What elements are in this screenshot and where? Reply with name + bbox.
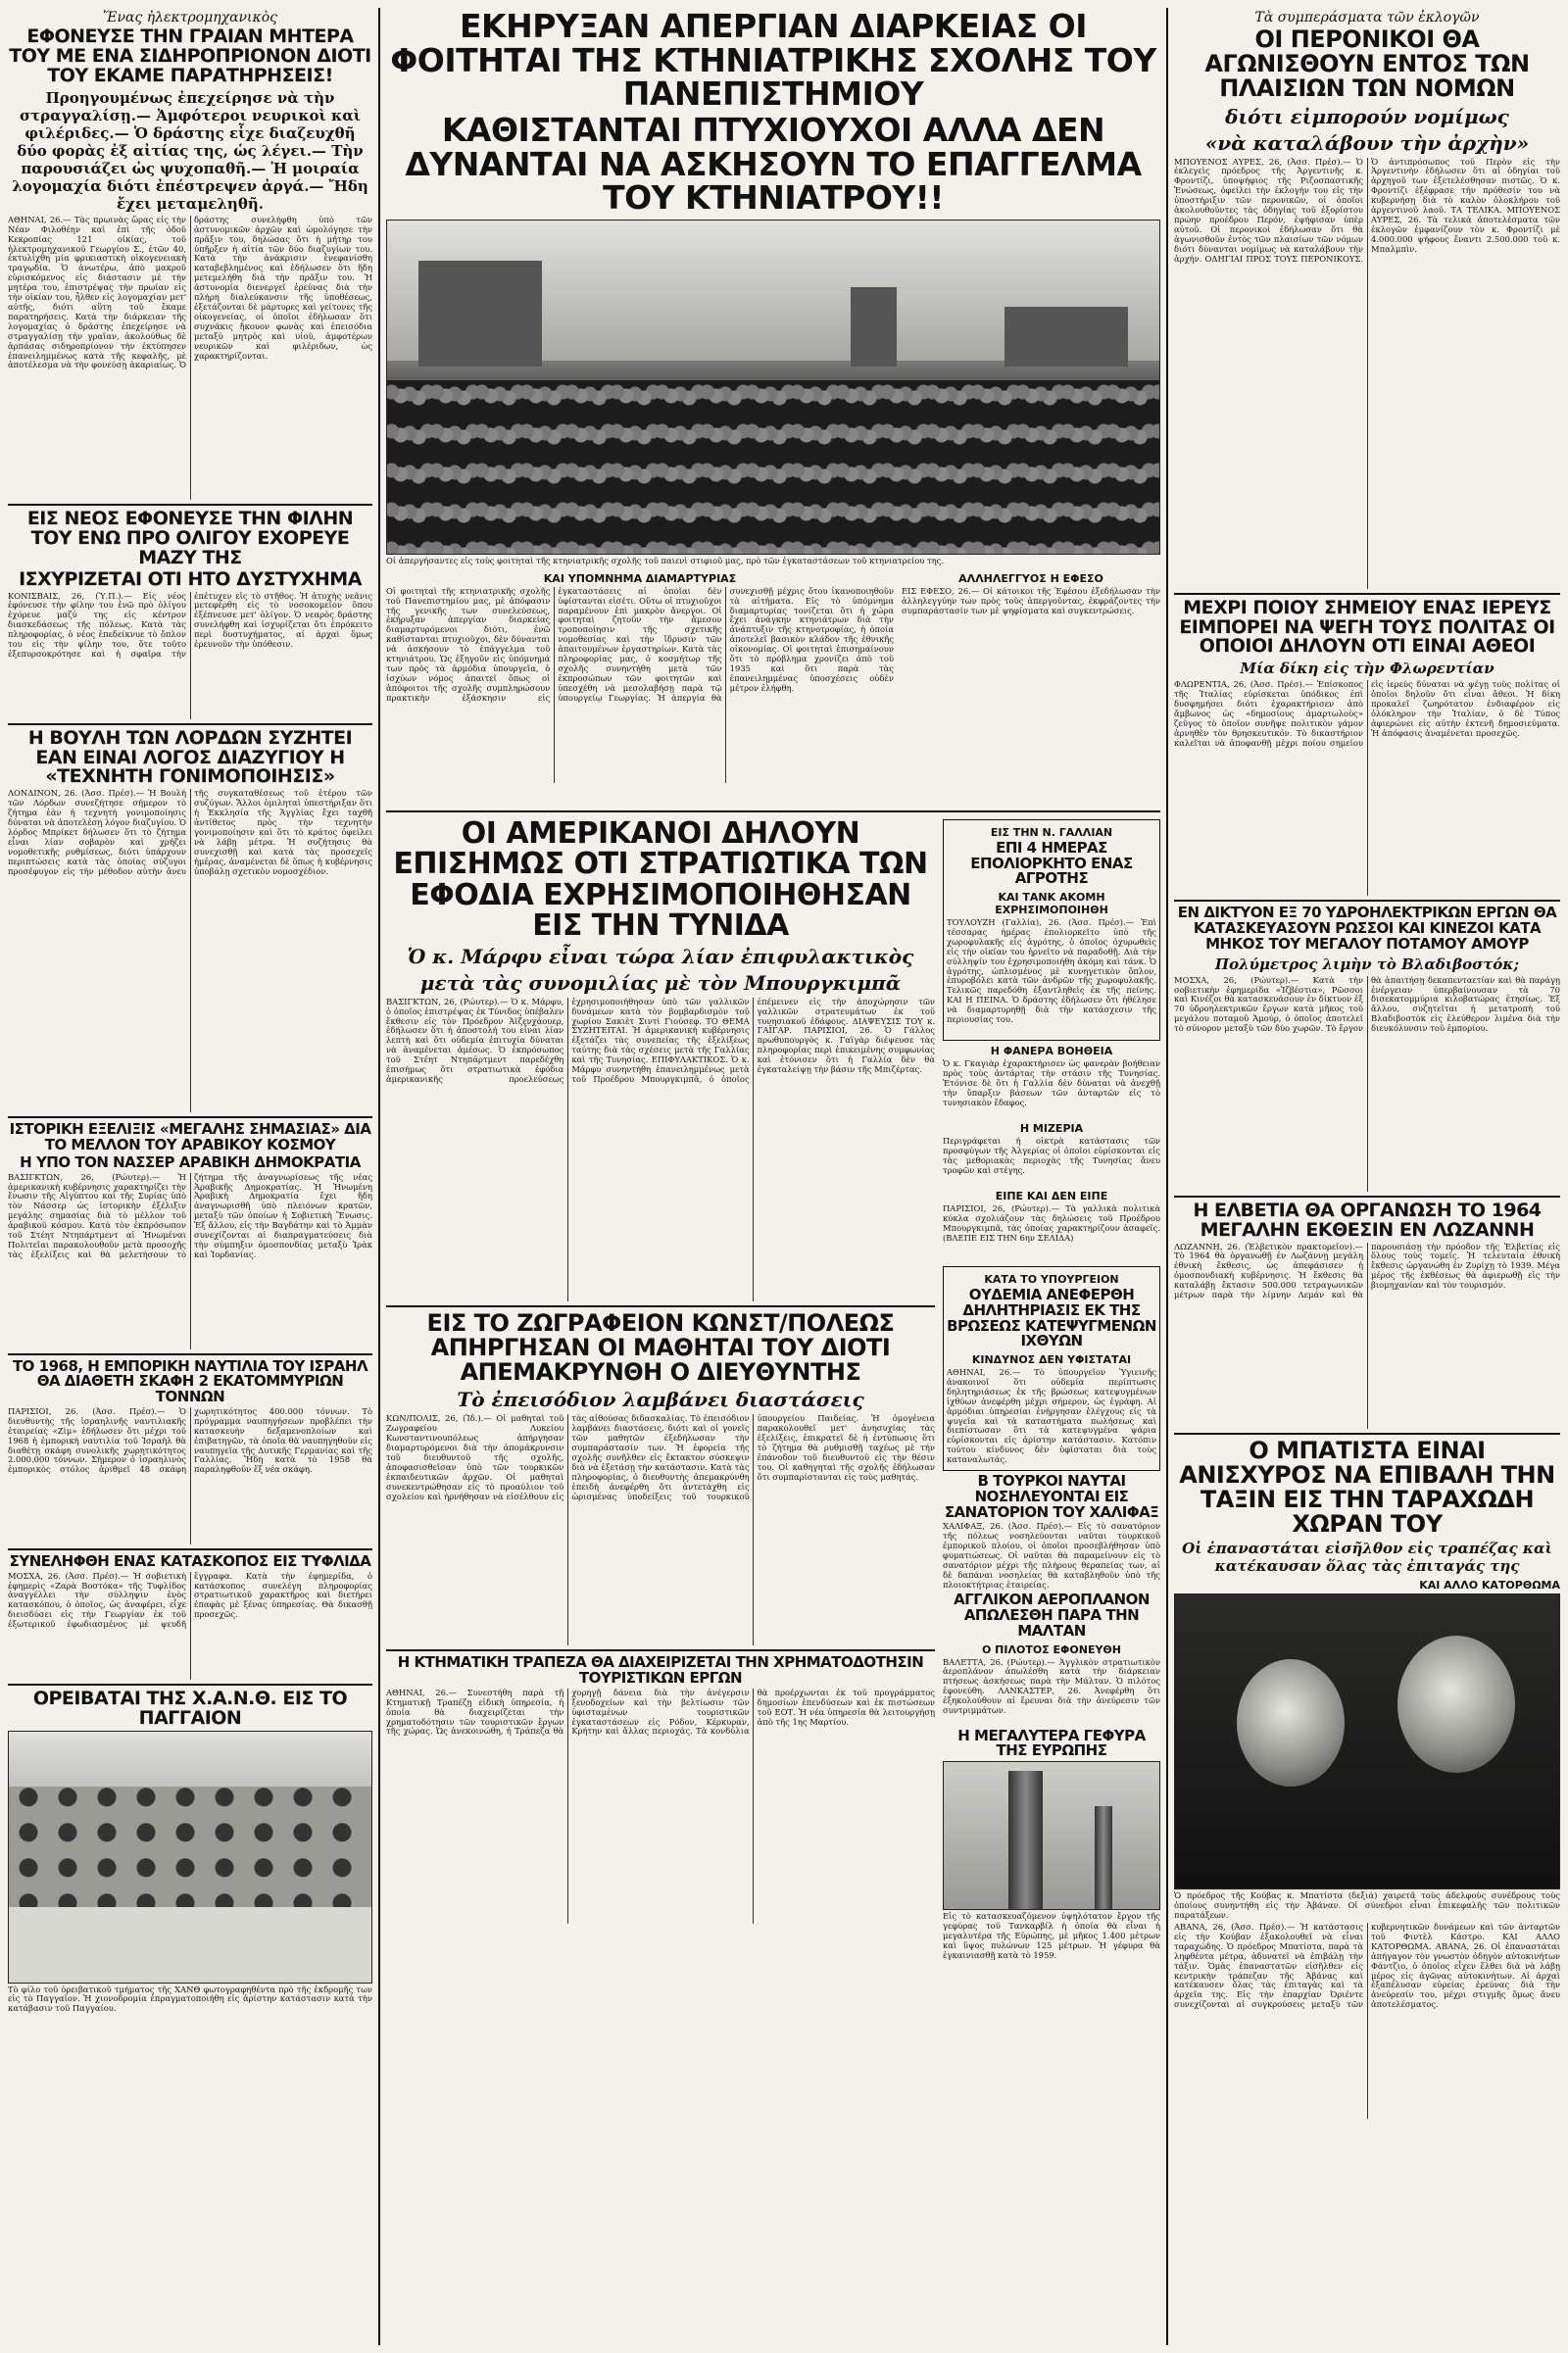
center-row-2	[386, 816, 1160, 1963]
center-a1-headline: ΕΚΗΡΥΞΑΝ ΑΠΕΡΓΙΑΝ ΔΙΑΡΚΕΙΑΣ ΟΙ ΦΟΙΤΗΤΑΙ ΤΗΣ ΚΤΗΝΙΑΤΡΙΚΗΣ ΣΧΟΛΗΣ ΤΟΥ ΠΑΝΕΠΙΣΤΗΜΙΟΥ	[390, 7, 1156, 114]
column-rule	[1166, 8, 1168, 2345]
right-a4-headline: Η ΕΛΒΕΤΙΑ ΘΑ ΟΡΓΑΝΩΣΗ ΤΟ 1964 ΜΕΓΑΛΗΝ ΕΚΘΕΣΙΝ ΕΝ ΛΩΖΑΝΝΗ	[1193, 1199, 1542, 1241]
right-a5-body: ΑΒΑΝΑ, 26, (Ἀσσ. Πρέσ).— Ἡ κατάστασις εἰς τὴν Κούβαν ἐξακολουθεῖ νὰ εἶναι ταραχώδης. Ὁ πρόεδρος Μπατίστα, παρὰ τὰ ληφθέντα μέτρα, ἀδυνατεῖ νὰ ἐπιβάλῃ τὴν τάξιν. Ὁμὰς ἐπαναστατῶν εἰσῆλθεν εἰς κεντρικὴν τράπεζαν τῆς Ἀβάνας καὶ κατέκαυσεν ὅλας τὰς ἐπιταγὰς καὶ τὰ ἀρχεῖα της. Εἰς τὴν ἐπαρχίαν Ὀριέντε συνεχίζονται αἱ συγκρούσεις μεταξὺ τῶν κυβερνητικῶν δυνάμεων καὶ τῶν ἀνταρτῶν τοῦ Φιντὲλ Κάστρο. ΚΑΙ ΑΛΛΟ ΚΑΤΟΡΘΩΜΑ. ΑΒΑΝΑ, 26. Οἱ ἐπαναστάται ἀπήγαγον τὸν γνωστὸν ὁδηγὸν αὐτοκινήτων Φάντζιο, ὁ ὁποῖος εἶχεν ἔλθει διὰ νὰ λάβῃ μέρος εἰς ἀγῶνας αὐτοκινήτων. Αἱ ἀρχαὶ ἐξαπέλυσαν εὐρείας ἐρεύνας διὰ τὴν ἀνεύρεσίν του, μέχρι στιγμῆς ὅμως ἄνευ ἀποτελέσματος.	[1174, 1922, 1560, 2010]
bridge-photo	[943, 1761, 1160, 1910]
right-a3-subhead: Πολύμετρος λιμὴν τὸ Βλαδιβοστόκ;	[1214, 955, 1520, 973]
center-a4-body: ΑΘΗΝΑΙ, 26.— Συνεστήθη παρὰ τῇ Κτηματικῇ Τραπέζῃ εἰδικὴ ὑπηρεσία, ἡ ὁποία θὰ διαχειρίζεται τὴν χρηματοδότησιν τῶν τουριστικῶν ἔργων τῆς χώρας. Ὡς ἀνεκοινώθη, ἡ Τράπεζα θὰ χορηγῇ δάνεια διὰ τὴν ἀνέγερσιν ξενοδοχείων καὶ τὴν βελτίωσιν τῶν ὑφισταμένων τουριστικῶν ἐγκαταστάσεων εἰς Ρόδον, Κέρκυραν, Κρήτην καὶ ἄλλας περιοχάς. Τὰ κονδύλια θὰ προέρχωνται ἐκ τοῦ προγράμματος δημοσίων ἐπενδύσεων καὶ ἐκ πιστώσεων τοῦ ΕΟΤ. Ἡ νέα ὑπηρεσία θὰ λειτουργήσῃ ἀπὸ τῆς 1ης Μαρτίου.	[386, 1688, 935, 1737]
left-a5-body: ΠΑΡΙΣΙΟΙ, 26. (Ἀσσ. Πρέσ).— Ὁ διευθυντὴς τῆς ἰσραηλινῆς ναυτιλιακῆς ἑταιρείας «Ζὶμ» ἐδήλωσεν ὅτι μέχρι τοῦ 1968 ἡ ἐμπορικὴ ναυτιλία τοῦ Ἰσραὴλ θὰ διαθέτῃ σκάφη συνολικῆς χωρητικότητος 2.000.000 τόννων. Σήμερον ὁ ἰσραηλινὸς ἐμπορικὸς στόλος ἀριθμεῖ 48 σκάφη χωρητικότητος 400.000 τόννων. Τὸ πρόγραμμα ναυπηγήσεων προβλέπει τὴν κατασκευὴν δεξαμενοπλοίων καὶ ἐπιβατηγῶν, τὰ ὁποῖα θὰ ναυπηγηθοῦν εἰς ναυπηγεῖα τῆς Δυτικῆς Γερμανίας καὶ τῆς Γαλλίας. Ἤδη κατὰ τὸ 1958 θὰ παραληφθοῦν ἕξ νέα σκάφη.	[8, 1406, 372, 1475]
center-a2-subhead: Ὁ κ. Μάρφυ εἶναι τώρα λίαν ἐπιφυλακτικὸς	[407, 944, 914, 968]
center-a10-body: ΑΘΗΝΑΙ, 26.— Τὸ ὑπουργεῖον Ὑγιεινῆς ἀνακοινοῖ ὅτι οὐδεμία περίπτωσις δηλητηριάσεως ἐκ τῆς βρώσεως κατεψυγμένων ἰχθύων ἀνεφέρθη μέχρι σήμερον, ὡς ἐγράφη. Αἱ ἁρμόδιαι ὑπηρεσίαι ἐνήργησαν ἐλέγχους εἰς τὰ ψυγεῖα καὶ τὰ καταστήματα πωλήσεως καὶ διεπίστωσαν ὅτι τὰ κατεψυγμένα ψάρια εὑρίσκονται εἰς ἀρίστην κατάστασιν. Κατόπιν τούτου κίνδυνος δὲν ὑφίσταται διὰ τοὺς καταναλωτάς.	[947, 1368, 1156, 1465]
divider	[1174, 593, 1560, 595]
center-a5-box	[943, 819, 1160, 1041]
left-a6-body: ΜΟΣΧΑ, 26. (Ἀσσ. Πρέσ).— Ἡ σοβιετικὴ ἐφημερὶς «Ζαρὰ Βοστόκα» τῆς Τυφλίδος ἀναγγέλλει τὴν σύλληψιν ἑνὸς κατασκόπου, ὁ ὁποῖος, ὡς ἀναφέρει, εἶχε διεισδύσει εἰς τὴν Γεωργίαν ἐκ τοῦ ἐξωτερικοῦ ἐφωδιασμένος μὲ ψευδῆ ἔγγραφα. Κατὰ τὴν ἐφημερίδα, ὁ κατάσκοπος συνελέγη πληροφορίας στρατιωτικοῦ χαρακτῆρος καὶ διετήρει ἐπαφὰς μὲ ξένας ὑπηρεσίας. Θὰ δικασθῇ προσεχῶς.	[8, 1571, 372, 1630]
left-a2-headline: ΕΙΣ ΝΕΟΣ ΕΦΟΝΕΥΣΕ ΤΗΝ ΦΙΛΗΝ ΤΟΥ ΕΝΩ ΠΡΟ ΟΛΙΓΟΥ ΕΧΟΡΕΥΕ ΜΑΖΥ ΤΗΣ	[26, 507, 354, 568]
right-a4-body: ΛΩΖΑΝΝΗ, 26. (Ἐλβετικὸν πρακτορεῖον).— Τὸ 1964 θὰ ὀργανωθῇ ἐν Λωζάννῃ μεγάλη ἐθνικὴ ἔκθεσις, ὡς ἀπεφάσισεν ἡ ὁμοσπονδιακὴ κυβέρνησις. Ἡ ἔκθεσις θὰ καταλάβῃ ἔκτασιν 500.000 τετραγωνικῶν μέτρων παρὰ τὴν λίμνην Λεμάν καὶ θὰ παρουσιάσῃ τὴν πρόοδον τῆς Ἐλβετίας εἰς ὅλους τοὺς τομεῖς. Ἡ τελευταία ἐθνικὴ ἔκθεσις ὠργανώθη ἐν Ζυρίχῃ τὸ 1939. Μέγα μέρος τῆς ἐκθέσεως θὰ ἀφιερωθῇ εἰς τὴν βιομηχανίαν καὶ τὸν τουρισμόν.	[1174, 1242, 1560, 1300]
center-a1-body: Οἱ φοιτηταὶ τῆς κτηνιατρικῆς σχολῆς τοῦ Πανεπιστημίου μας, μὲ ἀπόφασιν τῆς γενικῆς των συνελεύσεως, ἐκήρυξαν ἀπεργίαν διαρκείας διαμαρτυρόμενοι διότι, ἐνῶ καθίστανται πτυχιοῦχοι, δὲν δύνανται νὰ ἀσκήσουν τὸ ἐπάγγελμα τοῦ κτηνιάτρου. Ὡς ἐξηγοῦν εἰς ὑπόμνημά των πρὸς τὰ ἁρμόδια ὑπουργεῖα, ὁ ἰσχύων νόμος ἀπαιτεῖ ὅπως οἱ ἀπόφοιτοι τῆς σχολῆς συμπληρώσουν πρακτικὴν ἐξάσκησιν εἰς ἐγκαταστάσεις αἱ ὁποῖαι δὲν ὑφίστανται εἰσέτι. Οὕτω οἱ πτυχιοῦχοι παραμένουν ἐπὶ μακρὸν ἄνεργοι. Οἱ φοιτηταὶ ζητοῦν τὴν ἄμεσον τροποποίησιν τῆς σχετικῆς νομοθεσίας καὶ τὴν ἵδρυσιν τῶν ἀπαιτουμένων ἐργαστηρίων. Κατὰ τὰς πληροφορίας μας, ὁ κοσμήτωρ τῆς σχολῆς συνηντήθη μετὰ τῶν ἐκπροσώπων τῶν φοιτητῶν καὶ ὑπεσχέθη νὰ μεσολαβήσῃ παρὰ τῷ ὑπουργείῳ Γεωργίας. Ἡ ἀπεργία θὰ συνεχισθῇ μέχρις ὅτου ἱκανοποιηθοῦν τὰ αἰτήματα. Εἰς τὸ ὑπόμνημα διαμαρτυρίας τονίζεται ὅτι ἡ χώρα ἔχει ἀνάγκην κτηνιάτρων διὰ τὴν ἀνάπτυξιν τῆς κτηνοτροφίας, ἡ ὁποία ἀποτελεῖ βασικὸν κλάδον τῆς ἐθνικῆς οἰκονομίας. Οἱ φοιτηταὶ ἐπισημαίνουν ὅτι τὸ πρόβλημα χρονίζει ἀπὸ τοῦ 1935 καὶ ὅτι παρὰ τὰς ἐπανειλημμένας ὑποσχέσεις οὐδὲν μέτρον ἐλήφθη.	[386, 586, 894, 703]
center-row-2-right	[943, 816, 1160, 1963]
center-a2-subhead-2: μετὰ τὰς συνομιλίας μὲ τὸν Μπουργκιμπᾶ	[419, 970, 902, 995]
center-a12-headline: ΑΓΓΛΙΚΟΝ ΑΕΡΟΠΛΑΝΟΝ ΑΠΩΛΕΣΘΗ ΠΑΡΑ ΤΗΝ ΜΑΛΤΑΝ	[954, 1591, 1150, 1640]
right-a2-body: ΦΛΩΡΕΝΤΙΑ, 26, (Ἀσσ. Πρέσ).— Ἐπίσκοπος τῆς Ἰταλίας εὑρίσκεται ὑπόδικος ἐπὶ δυσφημήσει διότι ἐχαρακτήρισεν ἀπὸ ἄμβωνος ὡς «δημοσίους ἁμαρτωλοὺς» ζεῦγος τὸ ὁποῖον συνῆψε πολιτικὸν γάμον ἀρνηθὲν τὸν θρησκευτικόν. Τὸ δικαστήριον καλεῖται νὰ ἀποφανθῇ μέχρι ποίου σημείου εἷς ἱερεὺς δύναται νὰ ψέγῃ τοὺς πολίτας οἱ ὁποῖοι δηλοῦν ὅτι εἶναι ἄθεοι. Ἡ δίκη προκαλεῖ ζωηρότατον ἐνδιαφέρον εἰς ὁλόκληρον τὴν Ἰταλίαν, ὁ δὲ Τύπος ἀφιερώνει εἰς αὐτὴν ἐκτενῆ δημοσιεύματα. Ἡ ἀπόφασις ἀναμένεται προσεχῶς.	[1174, 680, 1560, 748]
center-a8-headline: ΕΙΠΕ ΚΑΙ ΔΕΝ ΕΙΠΕ	[995, 1190, 1108, 1202]
divider	[8, 504, 372, 506]
center-a10-subhead: ΚΙΝΔΥΝΟΣ ΔΕΝ ΥΦΙΣΤΑΤΑΙ	[971, 1353, 1132, 1366]
center-a7-headline: Η ΜΙΖΕΡΙΑ	[1019, 1122, 1084, 1135]
divider	[1174, 1433, 1560, 1435]
left-a4-body: ΒΑΣΙΓΚΤΩΝ, 26, (Ρώυτερ).— Ἡ ἀμερικανικὴ κυβέρνησις χαρακτηρίζει τὴν ἕνωσιν τῆς Αἰγύπτου καὶ τῆς Συρίας ὑπὸ τὸν Νάσσερ ὡς ἱστορικὴν ἐξέλιξιν μεγάλης σημασίας διὰ τὸ μέλλον τοῦ ἀραβικοῦ κόσμου. Κατὰ τὸν ἐκπρόσωπον τοῦ Στέητ Ντηπάρτμεντ αἱ Ἡνωμέναι Πολιτεῖαι παρακολουθοῦν μετὰ προσοχῆς τὰς ἐξελίξεις καὶ θὰ μελετήσουν τὸ ζήτημα τῆς ἀναγνωρίσεως τῆς νέας Ἀραβικῆς Δημοκρατίας. Ἡ Ἡνωμένη Ἀραβικὴ Δημοκρατία ἔχει ἤδη ἀναγνωρισθῆ ὑπὸ πλειόνων κρατῶν, μεταξὺ τῶν ὁποίων ἡ Σοβιετικὴ Ἕνωσις. Ἐξ ἄλλου, εἰς τὴν Βαγδάτην καὶ τὸ Ἀμμὰν συνεχίζονται αἱ διαπραγματεύσεις διὰ τὴν σύμπηξιν ὁμοσπονδίας μεταξὺ Ἰρὰκ καὶ Ἰορδανίας.	[8, 1172, 372, 1259]
center-a5-headline: ΕΙΣ ΤΗΝ Ν. ΓΑΛΛΙΑΝ	[990, 825, 1113, 839]
right-a2-headline: ΜΕΧΡΙ ΠΟΙΟΥ ΣΗΜΕΙΟΥ ΕΝΑΣ ΙΕΡΕΥΣ ΕΙΜΠΟΡΕΙ ΝΑ ΨΕΓΗ ΤΟΥΣ ΠΟΛΙΤΑΣ ΟΙ ΟΠΟΙΟΙ ΔΗΛΟΥΝ ΟΤΙ ΕΙΝΑΙ ΑΘΕΟΙ	[1179, 596, 1555, 658]
divider	[1174, 1196, 1560, 1198]
right-a2-subhead: Μία δίκη εἰς τὴν Φλωρεντίαν	[1240, 660, 1494, 678]
divider	[8, 1353, 372, 1355]
center-a1-mid: ΚΑΙ ΥΠΟΜΝΗΜΑ ΔΙΑΜΑΡΤΥΡΙΑΣ	[543, 571, 737, 585]
divider	[386, 1649, 935, 1651]
center-a5-body: ΤΟΥΛΟΥΖΗ (Γαλλία), 26. (Ἀσσ. Πρέσ).— Ἐπὶ τέσσαρας ἡμέρας ἐπολιορκεῖτο ὑπὸ τῆς χωροφυλακῆς εἷς ἀγρότης, ὁ ὁποῖος ὀχυρωθεὶς εἰς τὴν οἰκίαν του ἠρνεῖτο νὰ παραδοθῇ. Διὰ τὴν σύλληψίν του ἐχρησιμοποιήθη ἀκόμη καὶ τάνκ. Ὁ ἀγρότης, ὡπλισμένος μὲ κυνηγετικὸν ὅπλον, ἐπυροβόλει κατὰ τῶν ἀνδρῶν τῆς χωροφυλακῆς. Τελικῶς παρεδόθη ἐξαντληθεὶς ἐκ τῆς πείνης. ΚΑΙ Η ΠΕΙΝΑ. Ὁ δράστης ἐδήλωσεν ὅτι ἠθέλησε νὰ διαμαρτυρηθῇ διὰ τὴν κατάσχεσιν τῆς περιουσίας του.	[947, 918, 1156, 1025]
center-a6-body: Ὁ κ. Γκαγιὰρ ἐχαρακτήρισεν ὡς φανερὰν βοήθειαν πρὸς τοὺς ἀντάρτας τὴν στάσιν τῆς Τυνησίας. Ἐτόνισε δὲ ὅτι ἡ Γαλλία δὲν δύναται νὰ ἀνεχθῇ τὴν ὕπαρξιν βάσεων τῶν ἀνταρτῶν εἰς τὸ τυνησιακὸν ἔδαφος.	[943, 1059, 1160, 1107]
center-row-2-left	[386, 816, 935, 1963]
center-a6-headline: Η ΦΑΝΕΡΑ ΒΟΗΘΕΙΑ	[990, 1045, 1113, 1057]
center-a3-subhead: Τὸ ἐπεισόδιον λαμβάνει διαστάσεις	[457, 1388, 864, 1412]
center-a8-body: ΠΑΡΙΣΙΟΙ, 26, (Ρώυτερ).— Τὰ γαλλικὰ πολιτικὰ κύκλα σχολιάζουν τὰς δηλώσεις τοῦ Προέδρου Μπουργκιμπᾶ, τὰς ὁποίας χαρακτηρίζουν ἀσαφεῖς. (ΒΛΕΠΕ ΕΙΣ ΤΗΝ 6ην ΣΕΛΙΔΑ)	[943, 1204, 1160, 1243]
left-a4-headline: ΙΣΤΟΡΙΚΗ ΕΞΕΛΙΞΙΣ «ΜΕΓΑΛΗΣ ΣΗΜΑΣΙΑΣ» ΔΙΑ ΤΟ ΜΕΛΛΟΝ ΤΟΥ ΑΡΑΒΙΚΟΥ ΚΟΣΜΟΥ	[9, 1120, 371, 1154]
right-a5-subhead: Οἱ ἐπαναστάται εἰσῆλθον εἰς τραπέζας καὶ κατέκαυσαν ὅλας τὰς ἐπιταγάς της	[1182, 1540, 1552, 1576]
left-a1-kicker: Ἕνας ἠλεκτρομηχανικὸς	[103, 10, 277, 25]
left-a2-subhead: ΙΣΧΥΡΙΖΕΤΑΙ ΟΤΙ ΗΤΟ ΔΥΣΤΥΧΗΜΑ	[19, 567, 362, 590]
center-a9-body: ΕΙΣ ΕΦΕΣΟ, 26.— Οἱ κάτοικοι τῆς Ἐφέσου ἐξεδήλωσαν τὴν ἀλληλεγγύην των πρὸς τοὺς ἀπεργοῦντας, ἐκφράζοντες τὴν συμπαράστασίν των μὲ ψηφίσματα καὶ συγκεντρώσεις.	[902, 586, 1160, 615]
left-a5-headline: ΤΟ 1968, Η ΕΜΠΟΡΙΚΗ ΝΑΥΤΙΛΙΑ ΤΟΥ ΙΣΡΑΗΛ ΘΑ ΔΙΑΘΕΤΗ ΣΚΑΦΗ 2 ΕΚΑΤΟΜΜΥΡΙΩΝ ΤΟΝΝΩΝ	[12, 1356, 368, 1406]
right-column	[1174, 8, 1560, 2121]
right-a5-mini: ΚΑΙ ΑΛΛΟ ΚΑΤΟΡΘΩΜΑ	[1419, 1579, 1560, 1593]
center-a2-headline: ΟΙ ΑΜΕΡΙΚΑΝΟΙ ΔΗΛΟΥΝ ΕΠΙΣΗΜΩΣ ΟΤΙ ΣΤΡΑΤΙΩΤΙΚΑ ΤΩΝ ΕΦΟΔΙΑ ΕΧΡΗΣΙΜΟΠΟΙΗΘΗΣΑΝ ΕΙΣ ΤΗΝ ΤΥΝΙΔΑ	[393, 815, 928, 944]
center-a5-subhead: ΕΠΙ 4 ΗΜΕΡΑΣ ΕΠΟΛΙΟΡΚΗΤΟ ΕΝΑΣ ΑΓΡΟΤΗΣ	[970, 838, 1133, 888]
right-a3-body: ΜΟΣΧΑ, 26, (Ρώυτερ).— Κατὰ τὴν σοβιετικὴν ἐφημερίδα «Ἰζβέστια», Ρῶσσοι καὶ Κινέζοι θὰ κατασκευάσουν ἐν δίκτυον ἐξ 70 ὑδροηλεκτρικῶν ἔργων κατὰ μῆκος τοῦ μεγάλου ποταμοῦ Ἀμούρ, ὁ ὁποῖος ἀποτελεῖ τὸ σύνορον μεταξὺ τῶν δύο χωρῶν. Τὸ ἔργον θὰ ἀπαιτήσῃ δεκαπενταετίαν καὶ θὰ παράγῃ ἐνέργειαν ὑπερβαίνουσαν τὰ 70 δισεκατομμύρια κιλοβατώρας ἐτησίως. Ἐξ ἄλλου, συζητεῖται ἡ μετατροπὴ τοῦ Βλαδιβοστὸκ εἰς ἐλεύθερον λιμένα διὰ τὴν διευκόλυνσιν τοῦ ἐμπορίου.	[1174, 975, 1560, 1034]
mountaineers-photo	[8, 1731, 372, 1984]
center-a11-headline: Β ΤΟΥΡΚΟΙ ΝΑΥΤΑΙ ΝΟΣΗΛΕΥΟΝΤΑΙ ΕΙΣ ΣΑΝΑΤΟΡΙΟΝ ΤΟΥ ΧΑΛΙΦΑΞ	[944, 1472, 1159, 1521]
left-a4-subhead: Η ΥΠΟ ΤΟΝ ΝΑΣΣΕΡ ΑΡΑΒΙΚΗ ΔΗΜΟΚΡΑΤΙΑ	[20, 1152, 361, 1171]
right-a1-body: ΜΠΟΥΕΝΟΣ ΑΥΡΕΣ, 26, (Ἀσσ. Πρέσ).— Ὁ ἐκλεγεὶς πρόεδρος τῆς Ἀργεντινῆς κ. Φροντίζι, ὑποψήφιος τῆς Ριζοσπαστικῆς Ἑνώσεως, ὀφείλει τὴν ἐκλογήν του εἰς τὴν ὑποστήριξιν τῶν περονικῶν, οἱ ὁποῖοι ἀκολουθοῦντες τὰς ὁδηγίας τοῦ ἐξορίστου πρώην προέδρου Περόν, ἐψήφισαν ὑπὲρ αὐτοῦ. Οἱ περονικοὶ ἐδήλωσαν ὅτι θὰ ἀγωνισθοῦν ἐντὸς τῶν πλαισίων τῶν νόμων διότι δύνανται νομίμως νὰ καταλάβουν τὴν ἀρχήν. ΟΔΗΓΙΑΙ ΠΡΟΣ ΤΟΥΣ ΠΕΡΟΝΙΚΟΥΣ. Ὁ ἀντιπρόσωπος τοῦ Περὸν εἰς τὴν Ἀργεντινὴν ἐδήλωσεν ὅτι αἱ ὁδηγίαι τοῦ ἀρχηγοῦ των ἐξετελέσθησαν πιστῶς. Ὁ κ. Φροντίζι ἐξέφρασε τὴν πρόθεσίν του νὰ κυβερνήσῃ διὰ τὸ καλὸν ὁλοκλήρου τοῦ ἀργεντινοῦ λαοῦ. ΤΑ ΤΕΛΙΚΑ. ΜΠΟΥΕΝΟΣ ΑΥΡΕΣ, 26. Τὰ τελικὰ ἀποτελέσματα τῶν ἐκλογῶν ἐμφανίζουν τὸν κ. Φροντίζι μὲ 4.000.000 ψήφους ἔναντι 2.500.000 τοῦ κ. Μπαλμπὶν.	[1174, 157, 1560, 264]
center-a9-headline: ΑΛΛΗΛΕΓΓΥΟΣ Η ΕΦΕΣΟ	[958, 571, 1103, 585]
center-a13-headline: Η ΜΕΓΑΛΥΤΕΡΑ ΓΕΦΥΡΑ ΤΗΣ ΕΥΡΩΠΗΣ	[957, 1726, 1146, 1760]
center-a10-headline: ΟΥΔΕΜΙΑ ΑΝΕΦΕΡΘΗ ΔΗΛΗΤΗΡΙΑΣΙΣ ΕΚ ΤΗΣ ΒΡΩΣΕΩΣ ΚΑΤΕΨΥΓΜΕΝΩΝ ΙΧΘΥΩΝ	[947, 1286, 1156, 1350]
right-a1-subhead: διότι εἰμπορούν νομίμως	[1225, 104, 1509, 128]
right-a1-headline: ΟΙ ΠΕΡΟΝΙΚΟΙ ΘΑ ΑΓΩΝΙΣΘΟΥΝ ΕΝΤΟΣ ΤΩΝ ΠΛΑΙΣΙΩΝ ΤΩΝ ΝΟΜΩΝ	[1204, 25, 1530, 103]
center-column	[386, 8, 1160, 1963]
center-a4-headline: Η ΚΤΗΜΑΤΙΚΗ ΤΡΑΠΕΖΑ ΘΑ ΔΙΑΧΕΙΡΙΖΕΤΑΙ ΤΗΝ ΧΡΗΜΑΤΟΔΟΤΗΣΙΝ ΤΟΥΡΙΣΤΙΚΩΝ ΕΡΓΩΝ	[397, 1653, 924, 1688]
left-a1-headline: ΕΦΟΝΕΥΣΕ ΤΗΝ ΓΡΑΙΑΝ ΜΗΤΕΡΑ ΤΟΥ ΜΕ ΕΝΑ ΣΙΔΗΡΟΠΡΙΟΝΟΝ ΔΙΟΤΙ ΤΟΥ ΕΚΑΜΕ ΠΑΡΑΤΗΡΗΣΕΙΣ!	[9, 25, 371, 86]
center-a10-box	[943, 1266, 1160, 1471]
divider	[386, 1305, 935, 1307]
center-row-1-right	[902, 568, 1160, 807]
divider	[8, 723, 372, 725]
left-a2-body: ΚΟΝΙΣΒΑΙΣ, 26, (Ὑ.Π.).— Εἷς νέος ἐφόνευσε τὴν φίλην του ἐνῶ πρὸ ὀλίγου ἐχόρευε μαζύ της εἰς κέντρον διασκεδάσεως τῆς πόλεως. Κατὰ τὰς πληροφορίας, ὁ νέος ἐπεδείκνυε τὸ ὅπλον του εἰς τὴν φίλην του, ὅτε τοῦτο ἐξεπυρσοκρότησε καὶ ἡ σφαῖρα τὴν ἐπέτυχεν εἰς τὸ στῆθος. Ἡ ἀτυχὴς νεᾶνις μετεφέρθη εἰς τὸ νοσοκομεῖον ὅπου ἐξέπνευσε μετ' ὀλίγον. Ὁ νεαρὸς δράστης συνελήφθη καὶ ἰσχυρίζεται ὅτι ἐπρόκειτο περὶ δυστυχήματος, αἱ ἀρχαὶ ὅμως ἐρευνοῦν τὴν ὑπόθεσιν.	[8, 591, 372, 659]
right-a5-headline: Ο ΜΠΑΤΙΣΤΑ ΕΙΝΑΙ ΑΝΙΣΧΥΡΟΣ ΝΑ ΕΠΙΒΑΛΗ ΤΗΝ ΤΑΞΙΝ ΕΙΣ ΤΗΝ ΤΑΡΑΧΩΔΗ ΧΩΡΑΝ ΤΟΥ	[1179, 1436, 1555, 1539]
center-a3-headline: ΕΙΣ ΤΟ ΖΩΓΡΑΦΕΙΟΝ ΚΩΝΣΤ/ΠΟΛΕΩΣ ΑΠΗΡΓΗΣΑΝ ΟΙ ΜΑΘΗΤΑΙ ΤΟΥ ΔΙΟΤΙ ΑΠΕΜΑΚΡΥΝΘΗ Ο ΔΙΕΥΘΥΝΤΗΣ	[426, 1308, 895, 1387]
center-a5-subhead-2: ΚΑΙ ΤΑΝΚ ΑΚΟΜΗ ΕΧΡΗΣΙΜΟΠΟΙΗΘΗ	[995, 891, 1108, 916]
column-rule	[378, 8, 380, 2345]
left-a1-deck: Προηγουμένως ἐπεχείρησε νὰ τὴν στραγγαλίσῃ.— Ἀμφότεροι νευρικοὶ καὶ φιλέριδες.— Ὁ δράστης εἶχε διαζευχθῆ δύο φορὰς ἐξ αἰτίας της, ὡς λέγει.— Τὴν παρουσιάζει ὡς ψυχοπαθῆ.— Ἡ μοιραία λογομαχία διότι ἐπέστρεψεν ἀργά.— Ἤδη ἔχει μεταμεληθῆ.	[12, 88, 368, 213]
right-a1-subhead-2: «νὰ καταλάβουν τὴν ἀρχὴν»	[1204, 130, 1530, 155]
center-a12-subhead: Ο ΠΙΛΟΤΟΣ ΕΦΟΝΕΥΘΗ	[981, 1642, 1121, 1656]
left-a1-body: ΑΘΗΝΑΙ, 26.— Τὰς πρωινὰς ὥρας εἰς τὴν Νέαν Φιλοθέην καὶ ἐπὶ τῆς ὁδοῦ Κεκροπίας 121 οἰκίας, τοῦ ἠλεκτρομηχανικοῦ Γεωργίου Σ., ἐτῶν 40, ἐκτυλίχθη μία φρικιαστικὴ οἰκογενειακὴ τραγῳδία. Ὁ ἀνωτέρω, ἀπὸ μακροῦ εὑρισκόμενος εἰς διάστασιν μὲ τὴν μητέρα του, ἐπιστρέψας τὴν πρωίαν εἰς τὴν οἰκίαν του, ἦλθεν εἰς λογομαχίαν μετ' αὐτῆς, διότι αὕτη τοῦ ἔκαμε παρατηρήσεις. Κατὰ τὴν διάρκειαν τῆς λογομαχίας ὁ δράστης ἐπεχείρησε νὰ στραγγαλίσῃ τὴν γραῖαν, ἀκολούθως δὲ ἁρπάσας σιδηροπρίονον τὴν ἐκτύπησεν ἐπανειλημμένως κατὰ τῆς κεφαλῆς, μὲ ἀποτέλεσμα νὰ τὴν φονεύσῃ ἀκαριαίως. Ὁ δράστης συνελήφθη ὑπὸ τῶν ἀστυνομικῶν ἀρχῶν καὶ ὡμολόγησε τὴν πρᾶξιν του, δηλώσας ὅτι ἡ μήτηρ του ὑπῆρξεν ἡ αἰτία τῶν δύο διαζυγίων του. Κατὰ τὴν ἀνάκρισιν ἐνεφανίσθη καταβεβλημένος καὶ ἐδήλωσεν ὅτι ἤδη μετεμελήθη διὰ τὴν πρᾶξιν του. Ἡ ἀστυνομία διενεργεῖ ἐρεύνας διὰ τὴν πλήρη διαλεύκανσιν τῆς ὑποθέσεως, ἐξετάζονται δὲ μάρτυρες καὶ γείτονες τῆς οἰκογενείας, οἱ ὁποῖοι ἐδήλωσαν ὅτι συχνάκις ἤκουον φωνὰς καὶ ἐπεισόδια μεταξὺ μητρὸς καὶ υἱοῦ, ἀμφοτέρων νευρικῶν καὶ φιλέριδων, ὡς χαρακτηρίζονται.	[8, 215, 372, 370]
center-a12-body: ΒΑΛΕΤΤΑ, 26. (Ρώυτερ).— Ἀγγλικὸν στρατιωτικὸν ἀεροπλάνον ἀπωλέσθη κατὰ τὴν διάρκειαν πτήσεως ἀσκήσεως παρὰ τὴν Μάλταν. Ὁ πιλότος ἐφονεύθη. ΛΑΝΚΑΣΤΕΡ, 26. Ἀνεφέρθη ὅτι ἐξηκολούθουν αἱ ἔρευναι διὰ τὴν ἀνεύρεσιν τῶν συντριμμάτων.	[943, 1657, 1160, 1716]
divider	[8, 1684, 372, 1686]
center-a1-caption: Οἱ ἀπεργήσαντες εἰς τοὺς φοιτηταὶ τῆς κτηνιατρικῆς σχολῆς τοῦ παιενὶ στιφιοῦ μας, πρὸ τῶν ἐγκαταστάσεων τοῦ κτηνιατρείου της.	[386, 555, 945, 565]
left-column	[8, 8, 372, 2016]
students-photo	[386, 220, 1160, 555]
batista-photo	[1174, 1593, 1560, 1889]
center-a11-body: ΧΑΛΙΦΑΞ, 26. (Ἀσσ. Πρέσ).— Εἰς τὸ σανατόριον τῆς πόλεως νοσηλεύονται ναῦται τουρκικοῦ ἐμπορικοῦ πλοίου, οἱ ὁποῖοι προσεβλήθησαν ὑπὸ φυματιώσεως. Οἱ ναῦται θὰ παραμείνουν εἰς τὸ σανατόριον μέχρι τῆς πλήρους θεραπείας των, αἱ δὲ δαπάναι νοσηλείας θὰ καταβληθοῦν ὑπὸ τῆς πλοιοκτήτριας ἑταιρείας.	[943, 1522, 1160, 1590]
divider	[8, 1116, 372, 1118]
left-a7-headline: ΟΡΕΙΒΑΤΑΙ ΤΗΣ Χ.Α.Ν.Θ. ΕΙΣ ΤΟ ΠΑΓΓΑΙΟΝ	[32, 1687, 348, 1729]
right-a3-headline: ΕΝ ΔΙΚΤΥΟΝ ΕΞ 70 ΥΔΡΟΗΛΕΚΤΡΙΚΩΝ ΕΡΓΩΝ ΘΑ ΚΑΤΑΣΚΕΥΑΣΟΥΝ ΡΩΣΣΟΙ ΚΑΙ ΚΙΝΕΖΟΙ ΚΑΤΑ ΜΗΚΟΣ ΤΟΥ ΜΕΓΑΛΟΥ ΠΟΤΑΜΟΥ ΑΜΟΥΡ	[1177, 904, 1557, 953]
right-a5-caption: Ὁ πρόεδρος τῆς Κούβας κ. Μπατίστα (δεξιά) χαιρετᾶ τοὺς ἀδελφοὺς συνέδρους τοὺς ὁποίους συνηντήθη εἰς τὴν Ἀβάναν. Οἱ σύνεδροι εἶναι ἐπικεφαλῆς τῶν πολιτικῶν παρατάξεων.	[1174, 1890, 1560, 1921]
center-a1-subhead: ΚΑΘΙΣΤΑΝΤΑΙ ΠΤΥΧΙΟΥΧΟΙ ΑΛΛΑ ΔΕΝ ΔΥΝΑΝΤΑΙ ΝΑ ΑΣΚΗΣΟΥΝ ΤΟ ΕΠΑΓΓΕΛΜΑ ΤΟΥ ΚΤΗΝΙΑΤΡΟΥ!!	[405, 110, 1142, 218]
left-a3-headline: Η ΒΟΥΛΗ ΤΩΝ ΛΟΡΔΩΝ ΣΥΖΗΤΕΙ ΕΑΝ ΕΙΝΑΙ ΛΟΓΟΣ ΔΙΑΖΥΓΙΟΥ Η «ΤΕΧΝΗΤΗ ΓΟΝΙΜΟΠΟΙΗΣΙΣ»	[27, 726, 353, 788]
center-a2-body: ΒΑΣΙΓΚΤΩΝ, 26, (Ρώυτερ).— Ὁ κ. Μάρφυ, ὁ ὁποῖος ἐπιστρέψας ἐκ Τύνιδος ὑπέβαλεν ἔκθεσιν εἰς τὸν Πρόεδρον Ἀϊζενχάουερ, ἐδήλωσεν ὅτι ἡ ἀποστολή του εἶναι λίαν λεπτὴ καὶ ὅτι οὐδεμία ἐπιτυχία δύναται νὰ ἀναμένεται ἀμέσως. Ὁ ἐκπρόσωπος τοῦ Στέητ Ντηπάρτμεντ παρεδέχθη ἐπισήμως ὅτι στρατιωτικὰ ἐφόδια ἀμερικανικῆς προελεύσεως ἐχρησιμοποιήθησαν ὑπὸ τῶν γαλλικῶν δυνάμεων κατὰ τὸν βομβαρδισμὸν τοῦ χωρίου Σακιὲτ Σιντὶ Γιούσεφ. ΤΟ ΘΕΜΑ ΣΥΖΗΤΕΙΤΑΙ. Ἡ ἀμερικανικὴ κυβέρνησις ἐξετάζει τὰς συνεπείας τῆς ἐξελίξεως ταύτης διὰ τὰς σχέσεις μετὰ τῆς Γαλλίας καὶ τῆς Τυνησίας. ΕΠΙΦΥΛΑΚΤΙΚΟΣ. Ὁ κ. Μάρφυ συνηντήθη ἐπανειλημμένως μετὰ τοῦ Προέδρου Μπουργκιμπᾶ, ὁ ὁποῖος ἐπέμεινεν εἰς τὴν ἀποχώρησιν τῶν γαλλικῶν στρατευμάτων ἐκ τοῦ τυνησιακοῦ ἐδάφους. ΔΙΑΨΕΥΣΙΣ ΤΟΥ κ. ΓΑΪΓΑΡ. ΠΑΡΙΣΙΟΙ, 26. Ὁ Γάλλος πρωθυπουργὸς κ. Γαϊγὰρ διέψευσε τὰς πληροφορίας περὶ ἐπικειμένης συμφωνίας καὶ ἐτόνισεν ὅτι ἡ Γαλλία δὲν θὰ ἐγκαταλείψῃ τὴν βάσιν τῆς Μπιζέρτας.	[386, 997, 935, 1084]
center-a13-caption: Εἰς τὸ κατασκευαζόμενον ὑψηλότατον ἔργον τῆς γεφύρας τοῦ Τανκαρβίλ ἡ ὁποία θὰ εἶναι ἡ μεγαλυτέρα τῆς Εὐρώπης, μὲ μῆκος 1.400 μέτρων καὶ ὕψος πυλώνων 125 μέτρων. Ἡ γέφυρα θὰ ἐγκαινιασθῇ κατὰ τὸ 1959.	[943, 1911, 1160, 1960]
left-a6-headline: ΣΥΝΕΛΗΦΘΗ ΕΝΑΣ ΚΑΤΑΣΚΟΠΟΣ ΕΙΣ ΤΥΦΛΙΔΑ	[9, 1551, 371, 1570]
divider	[1174, 900, 1560, 902]
right-a1-kicker: Τὰ συμπεράσματα τῶν ἐκλογῶν	[1254, 10, 1480, 25]
divider	[8, 1548, 372, 1550]
center-a10-kicker: ΚΑΤΑ ΤΟ ΥΠΟΥΡΓΕΙΟΝ	[984, 1273, 1119, 1286]
left-a7-caption: Τὸ φίλο τοῦ ὀρειβατικοῦ τμήματος τῆς ΧΑΝΘ φωτογραφηθέντα πρὸ τῆς ἐκδρομῆς των εἰς τὸ Παγγαῖον. Ἡ χιονοδρομία ἐπραγματοποιήθη εἰς ἀρίστην κατάστασιν κατὰ τὴν κατάβασιν τοῦ Παγγαίου.	[8, 1984, 372, 2014]
center-a3-body: ΚΩΝ/ΠΟΛΙΣ, 26, (Ἰδ.).— Οἱ μαθηταὶ τοῦ Ζωγραφείου Λυκείου Κωνσταντινουπόλεως ἀπήργησαν διαμαρτυρόμενοι διὰ τὴν ἀπομάκρυνσιν τοῦ διευθυντοῦ τῆς σχολῆς, ἀποφασισθεῖσαν ὑπὸ τῶν τουρκικῶν ἐκπαιδευτικῶν ἀρχῶν. Οἱ μαθηταὶ συνεκεντρώθησαν εἰς τὸ προαύλιον τοῦ σχολείου καὶ ἠρνήθησαν νὰ εἰσέλθουν εἰς τὰς αἰθούσας διδασκαλίας. Τὸ ἐπεισόδιον λαμβάνει διαστάσεις, διότι καὶ οἱ γονεῖς τῶν μαθητῶν ἐξεδήλωσαν τὴν συμπαράστασίν των. Ἡ ἐφορεία τῆς σχολῆς συνῆλθεν εἰς ἔκτακτον σύσκεψιν διὰ νὰ ἐξετάσῃ τὴν κατάστασιν. Κατὰ τὰς πληροφορίας, ὁ διευθυντὴς ἀπεμακρύνθη ἐπειδὴ ἀνεφέρθη ὅτι ἀντετάχθη εἰς ὡρισμένας ὑποδείξεις τοῦ τουρκικοῦ ὑπουργείου Παιδείας. Ἡ ὁμογένεια παρακολουθεῖ μετ' ἀνησυχίας τὰς ἐξελίξεις, ἐπικρατεῖ δὲ ἡ ἐντύπωσις ὅτι τὸ ζήτημα θὰ ρυθμισθῇ ταχέως μὲ τὴν ἐπάνοδον τοῦ διευθυντοῦ εἰς τὴν θέσιν του. Οἱ καθηγηταὶ τῆς σχολῆς ἐδήλωσαν ὅτι συμπαρίστανται εἰς τοὺς μαθητάς.	[386, 1414, 935, 1501]
left-a3-body: ΛΟΝΔΙΝΟΝ, 26. (Ἀσσ. Πρέσ).— Ἡ Βουλὴ τῶν Λόρδων συνεζήτησε σήμερον τὸ ζήτημα ἐὰν ἡ τεχνητὴ γονιμοποίησις δύναται νὰ ἀποτελέσῃ λόγον διαζυγίου. Ὁ λόρδος Μπρίκετ δήλωσεν ὅτι τὸ ζήτημα εἶναι λίαν σοβαρὸν καὶ χρήζει νομοθετικῆς ρυθμίσεως, διότι ὑπάρχουν περιπτώσεις κατὰ τὰς ὁποίας σύζυγοι προσέφυγον εἰς τὴν μέθοδον αὐτὴν ἄνευ τῆς συγκαταθέσεως τοῦ ἑτέρου τῶν συζύγων. Ἄλλοι ὁμιληταὶ ὑπεστήριξαν ὅτι ἡ Ἐκκλησία τῆς Ἀγγλίας ἔχει ταχθῆ ἀντίθετος πρὸς τὴν τεχνητὴν γονιμοποίησιν καὶ ὅτι τὸ κράτος ὀφείλει νὰ λάβῃ μέτρα. Ἡ συζήτησις θὰ συνεχισθῇ καὶ κατὰ τὰς προσεχεῖς ἡμέρας, ἀναμένεται δὲ ὅπως ἡ κυβέρνησις ὑποβάλῃ σχετικὸν νομοσχέδιον.	[8, 789, 372, 876]
center-a7-body: Περιγράφεται ἡ οἰκτρὰ κατάστασις τῶν προσφύγων τῆς Ἀλγερίας οἱ ὁποῖοι εὑρίσκονται εἰς τὰς μεθοριακὰς περιοχὰς τῆς Τυνησίας ἄνευ τροφῶν καὶ στέγης.	[943, 1137, 1160, 1175]
center-row-1	[386, 568, 1160, 807]
center-row-1-left	[386, 568, 894, 807]
newspaper-page	[8, 8, 1560, 2345]
divider	[386, 810, 1160, 812]
